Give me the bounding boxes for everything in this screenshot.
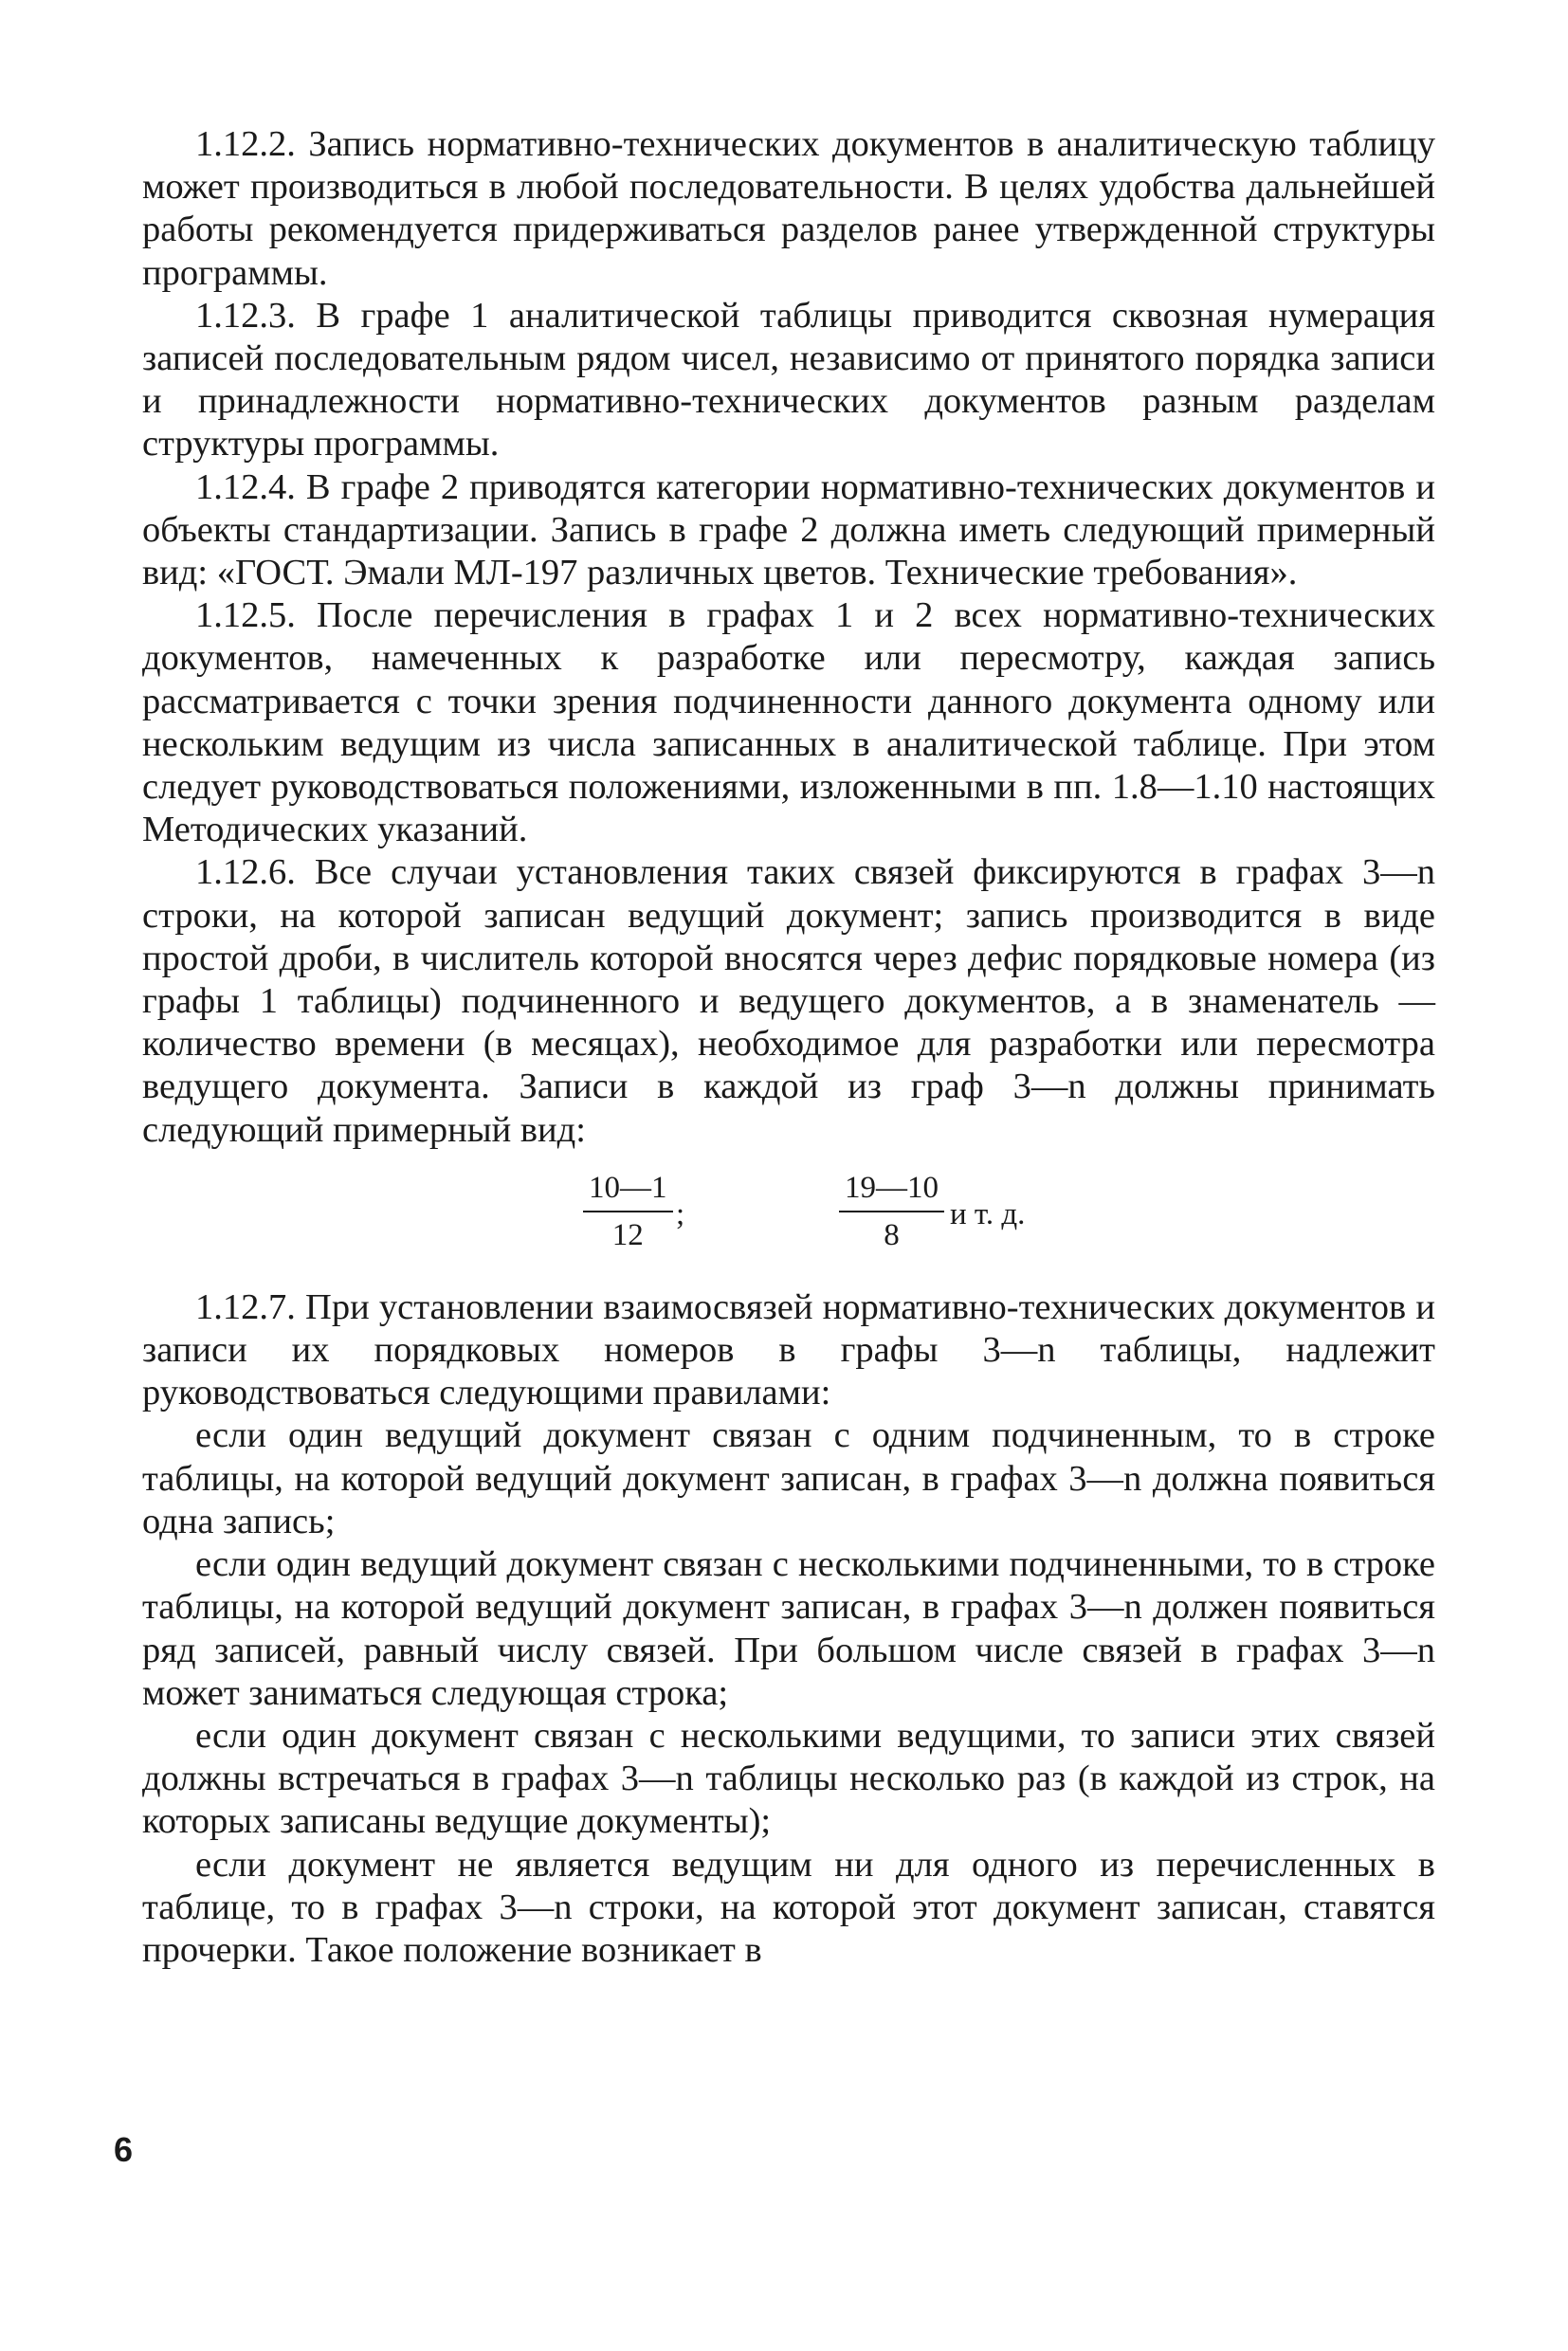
- etc-text: и т. д.: [950, 1196, 1026, 1231]
- paragraph-1-12-3: 1.12.3. В графе 1 аналитической таблицы приводится сквозная нумерация записей последовательным рядом чисел, независимо от принятого порядка записи и принадлежности нормативно-технических документов разным разделам структуры программы.: [142, 295, 1435, 465]
- fraction-1-numerator: 10—1: [583, 1169, 673, 1212]
- fraction-2-numerator: 19—10: [839, 1169, 944, 1212]
- fraction-1: [583, 1169, 673, 1254]
- paragraph-1-12-7: 1.12.7. При установлении взаимосвязей нормативно-технических документов и записи их порядковых номеров в графы 3—n таблицы, надлежит руководствоваться следующими правилами:: [142, 1286, 1435, 1413]
- fraction-example: [142, 1165, 1435, 1277]
- rule-one-subordinate: если один ведущий документ связан с одним подчиненным, то в строке таблицы, на которой ведущий документ записан, в графах 3—n должна появиться одна запись;: [142, 1415, 1435, 1541]
- fraction-2: [839, 1169, 944, 1254]
- fraction-2-denominator: 8: [884, 1217, 900, 1252]
- paragraph-1-12-4: 1.12.4. В графе 2 приводятся категории нормативно-технических документов и объекты стандартизации. Запись в графе 2 должна иметь следующий примерный вид: «ГОСТ. Эмали МЛ-197 различных цветов. Технические требования».: [142, 466, 1435, 593]
- rule-not-leading: если документ не является ведущим ни для одного из перечисленных в таблице, то в графах 3—n строки, на которой этот документ записан, ставятся прочерки. Такое положение возникает в: [142, 1844, 1435, 1970]
- paragraph-1-12-5: 1.12.5. После перечисления в графах 1 и 2 всех нормативно-технических документов, намеченных к разработке или пересмотру, каждая запись рассматривается с точки зрения подчиненности данного документа одному или нескольким ведущим из числа записанных в аналитической таблице. При этом следует руководствоваться положениями, изложенными в пп. 1.8—1.10 настоящих Методических указаний.: [142, 595, 1435, 850]
- page-number: 6: [114, 2130, 134, 2169]
- fraction-1-denominator: 12: [611, 1217, 644, 1252]
- rule-several-subordinates: если один ведущий документ связан с несколькими подчиненными, то в строке таблицы, на которой ведущий документ записан, в графах 3—n должен появиться ряд записей, равный числу связей. При большом числе связей в графах 3—n может заниматься следующая строка;: [142, 1544, 1435, 1713]
- rule-several-leading: если один документ связан с несколькими ведущими, то записи этих связей должны встречаться в графах 3—n таблицы несколько раз (в каждой из строк, на которых записаны ведущие документы);: [142, 1715, 1435, 1842]
- paragraph-1-12-6: 1.12.6. Все случаи установления таких связей фиксируются в графах 3—n строки, на которой записан ведущий документ; запись производится в виде простой дроби, в числитель которой вносятся через дефис порядковые номера (из графы 1 таблицы) подчиненного и ведущего документов, а в знаменатель — количество времени (в месяцах), необходимое для разработки или пересмотра ведущего документа. Записи в каждой из граф 3—n должны принимать следующий примерный вид:: [142, 852, 1435, 1150]
- paragraph-1-12-2: 1.12.2. Запись нормативно-технических документов в аналитическую таблицу может производиться в любой последовательности. В целях удобства дальнейшей работы рекомендуется придерживаться разделов ранее утвержденной структуры программы.: [142, 124, 1435, 293]
- fraction-separator: ;: [676, 1196, 685, 1231]
